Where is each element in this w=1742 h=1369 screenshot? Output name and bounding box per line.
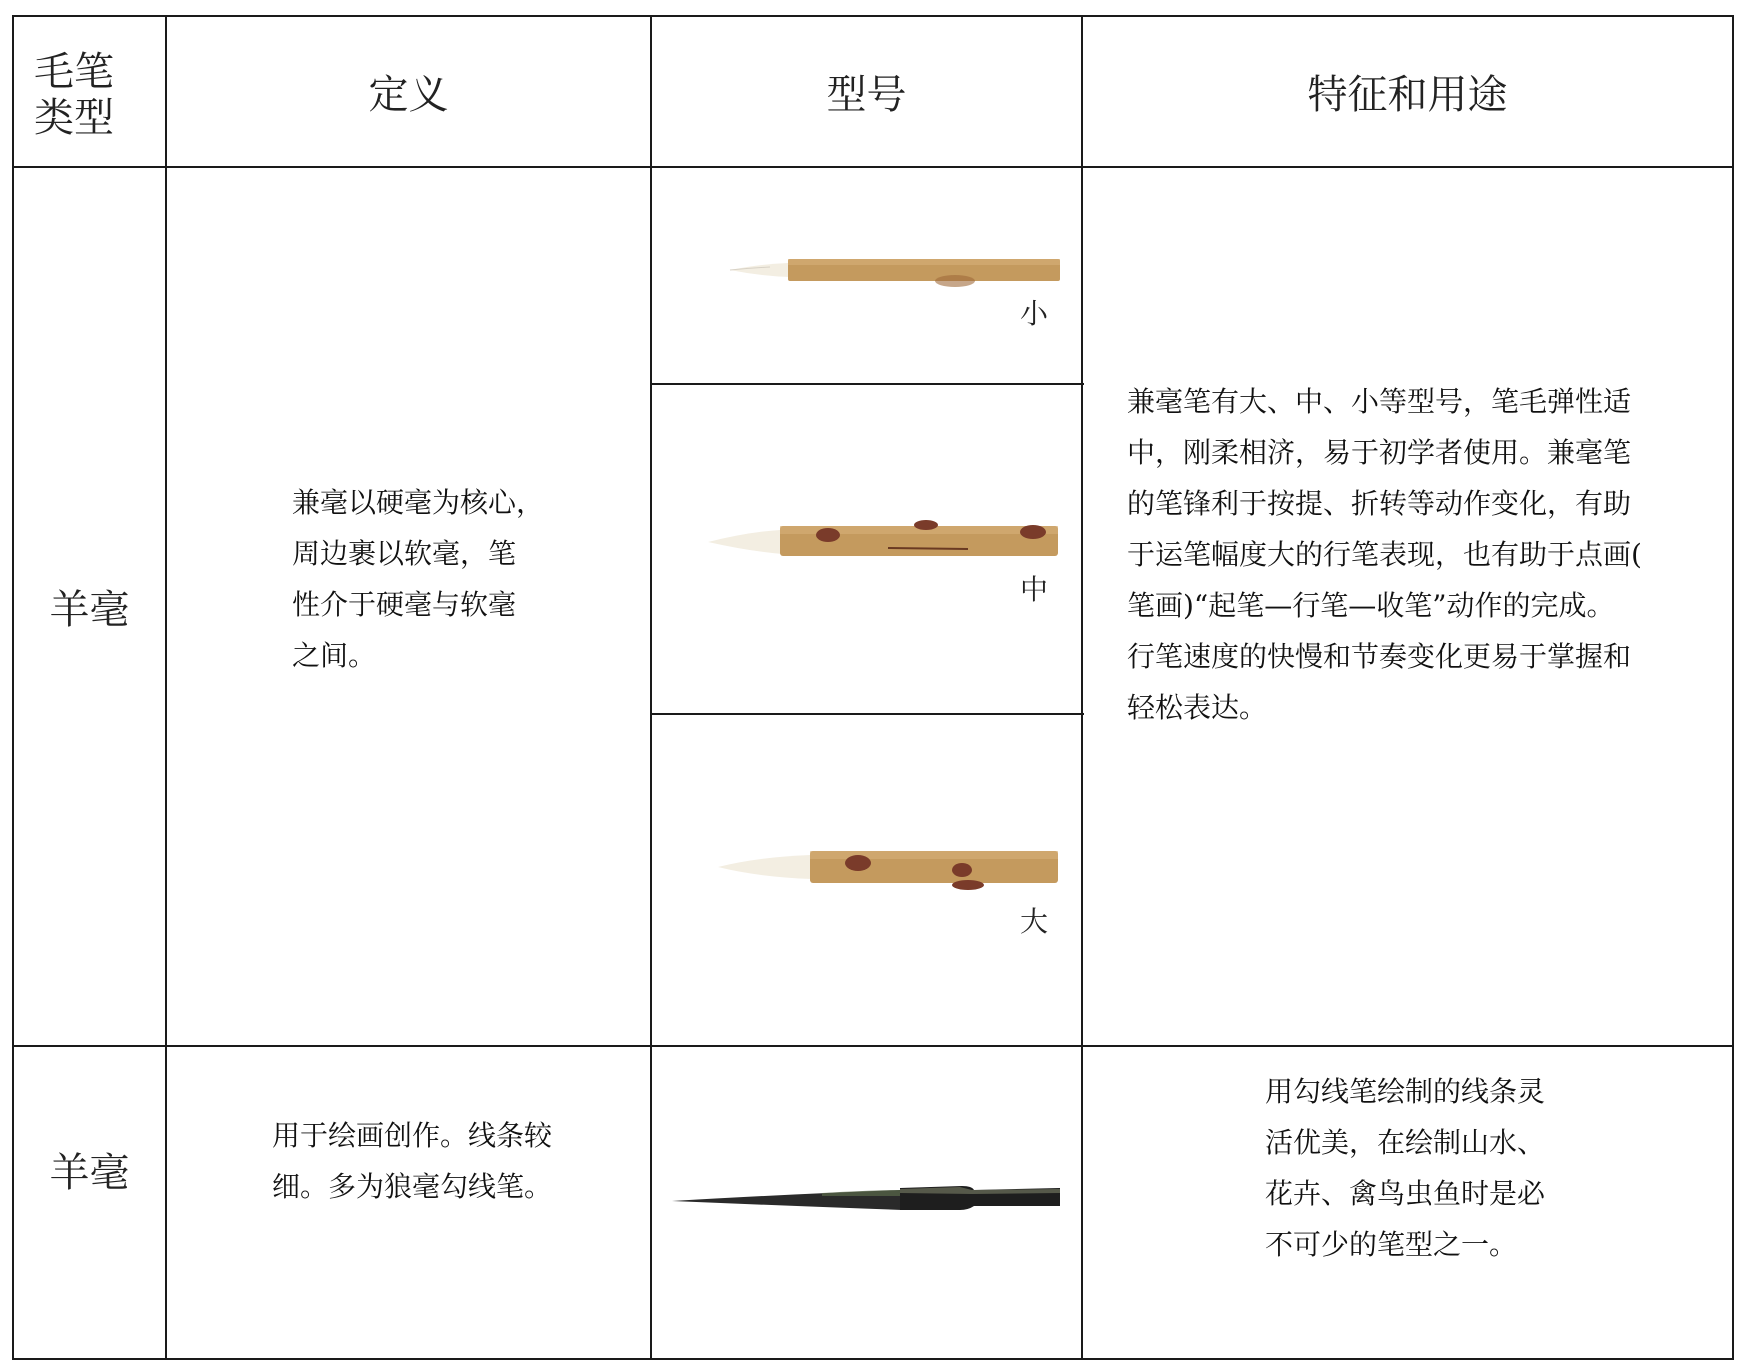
row1-definition: 兼毫以硬毫为核心， 周边裹以软毫，笔 性介于硬毫与软毫 之间。 [292, 486, 545, 672]
row-divider [12, 1045, 1734, 1047]
size-label-small: 小 [1020, 297, 1049, 330]
header-brush-type: 毛笔 类型 [34, 49, 114, 141]
dark-liner-brush-icon [672, 1184, 1060, 1214]
row2-definition: 用于绘画创作。线条较 细。多为狼毫勾线笔。 [272, 1119, 553, 1203]
model-divider-2 [651, 713, 1084, 715]
light-bamboo-brush-icon [730, 255, 1060, 285]
model-divider-1 [651, 383, 1084, 385]
header-definition: 定义 [368, 72, 449, 118]
size-label-medium: 中 [1020, 573, 1049, 606]
row1-brush-type: 羊毫 [49, 587, 130, 633]
header-features: 特征和用途 [1307, 72, 1508, 118]
row2-features: 用勾线笔绘制的线条灵 活优美，在绘制山水、 花卉、禽鸟虫鱼时是必 不可少的笔型之一。 [1265, 1075, 1546, 1261]
header-model: 型号 [826, 72, 907, 118]
header-row-divider [12, 166, 1734, 168]
light-bamboo-brush-icon [708, 518, 1058, 562]
light-bamboo-brush-icon [718, 845, 1058, 889]
table-border-bottom [12, 1358, 1734, 1360]
column-divider-2 [650, 15, 652, 1360]
row2-brush-type: 羊毫 [49, 1150, 130, 1196]
size-label-large: 大 [1020, 905, 1049, 938]
row1-features: 兼毫笔有大、中、小等型号，笔毛弹性适 中，刚柔相济，易于初学者使用。兼毫笔 的笔锋利于按提、折转等动作变化，有助 于运笔幅度大的行笔表现，也有助于点画( 笔画)“起笔—行笔—收笔”动作的完成。 行笔速度的快慢和节奏变化更易于掌握和 轻松表达。 [1127, 385, 1642, 724]
column-divider-3 [1081, 15, 1083, 1360]
column-divider-1 [165, 15, 167, 1360]
table-border-right [1732, 15, 1734, 1360]
